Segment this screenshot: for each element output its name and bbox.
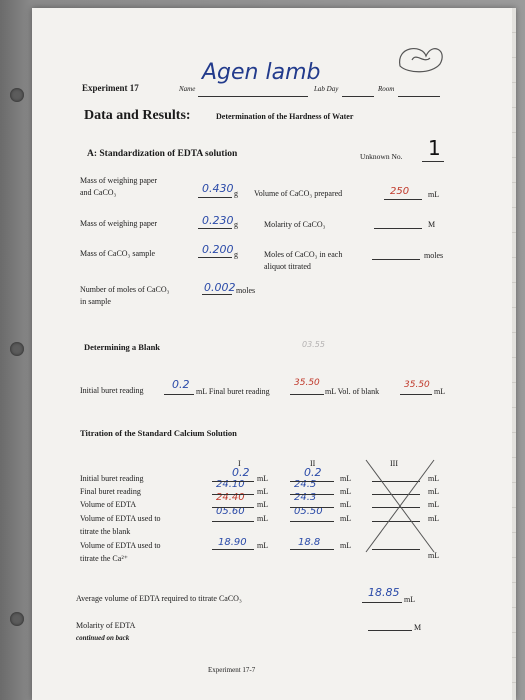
titration-heading: Titration of the Standard Calcium Solution bbox=[80, 428, 237, 438]
value-ii-blank: 05.50 bbox=[294, 506, 323, 517]
mass-paper-label: Mass of weighing paper bbox=[80, 219, 158, 228]
unit-m: M bbox=[428, 220, 436, 229]
unknown-label: Unknown No. bbox=[360, 152, 403, 161]
room-label: Room bbox=[378, 85, 395, 93]
answer-line bbox=[290, 549, 334, 550]
value-i-ca: 18.90 bbox=[218, 537, 247, 548]
mass-caco3-label: Mass of CaCO₃ sample bbox=[80, 249, 156, 258]
unit-ml: mL bbox=[428, 487, 440, 496]
moles-aliquot-label-2: aliquot titrated bbox=[264, 262, 311, 271]
answer-line bbox=[290, 507, 334, 508]
answer-line bbox=[368, 630, 412, 631]
unit-ml: mL bbox=[340, 487, 352, 496]
column-header-1: I bbox=[238, 459, 241, 468]
student-name: Agen lamb bbox=[202, 60, 321, 85]
unit-g: g bbox=[234, 189, 238, 198]
answer-line bbox=[290, 394, 324, 395]
value-i-initial: 0.2 bbox=[232, 466, 250, 479]
blank-heading: Determining a Blank bbox=[84, 342, 161, 352]
answer-line bbox=[290, 481, 334, 482]
answer-line bbox=[164, 394, 194, 395]
row-label-volume: Volume of EDTA bbox=[80, 500, 137, 509]
unit-g: g bbox=[234, 250, 238, 259]
moles-aliquot-label: Moles of CaCO₃ in each bbox=[264, 250, 343, 259]
value-ii-initial: 0.2 bbox=[304, 466, 322, 479]
mass-caco3-value: 0.200 bbox=[202, 243, 234, 256]
answer-line bbox=[290, 494, 334, 495]
unit-ml: mL bbox=[434, 387, 446, 396]
answer-line bbox=[212, 521, 254, 522]
answer-line bbox=[212, 507, 254, 508]
unit-ml: mL bbox=[428, 190, 440, 199]
unit-ml: mL bbox=[257, 514, 269, 523]
unit-ml: mL bbox=[404, 595, 416, 604]
continued-note: continued on back bbox=[76, 634, 130, 642]
page-title: Data and Results: bbox=[84, 108, 191, 123]
unit-ml: mL bbox=[428, 500, 440, 509]
binder-hole bbox=[10, 88, 24, 102]
name-label: Name bbox=[179, 85, 196, 93]
page-edge bbox=[512, 8, 516, 700]
blank-vol-value: 35.50 bbox=[404, 380, 430, 390]
mass-paper-caco3-value: 0.430 bbox=[202, 182, 234, 195]
row-label-final: Final buret reading bbox=[80, 487, 141, 496]
moles-sample-label: Number of moles of CaCO₃ bbox=[80, 285, 170, 294]
blank-final-label: mL Final buret reading bbox=[196, 387, 270, 396]
average-value: 18.85 bbox=[368, 586, 400, 599]
doodle-drawing bbox=[392, 40, 452, 76]
unit-ml: mL bbox=[257, 500, 269, 509]
answer-line bbox=[290, 521, 334, 522]
lab-day-line bbox=[342, 96, 374, 97]
mass-paper-value: 0.230 bbox=[202, 214, 234, 227]
unit-m: M bbox=[414, 623, 422, 632]
unit-ml: mL bbox=[428, 551, 440, 560]
answer-line bbox=[384, 199, 422, 200]
average-label: Average volume of EDTA required to titrate CaCO₃ bbox=[76, 594, 242, 603]
column-iii-cross-out bbox=[362, 456, 438, 556]
moles-sample-value: 0.002 bbox=[204, 281, 236, 294]
value-ii-ca: 18.8 bbox=[298, 537, 321, 548]
answer-line bbox=[362, 602, 402, 603]
answer-line bbox=[212, 549, 254, 550]
value-ii-volume: 24.3 bbox=[294, 492, 317, 503]
volume-caco3-value: 250 bbox=[390, 186, 410, 197]
room-line bbox=[398, 96, 440, 97]
name-line bbox=[198, 96, 308, 97]
mass-paper-caco3-label: Mass of weighing paper bbox=[80, 176, 158, 185]
value-ii-final: 24.5 bbox=[294, 479, 317, 490]
volume-caco3-label: Volume of CaCO₃ prepared bbox=[254, 189, 343, 198]
answer-line bbox=[374, 228, 422, 229]
answer-line bbox=[212, 481, 254, 482]
column-header-3: III bbox=[390, 459, 398, 468]
answer-line bbox=[198, 197, 232, 198]
column-header-2: II bbox=[310, 459, 316, 468]
unit-ml: mL bbox=[340, 514, 352, 523]
row-label-ca-2: titrate the Ca²⁺ bbox=[80, 554, 128, 563]
blank-final-value: 35.50 bbox=[294, 378, 320, 388]
blank-initial-value: 0.2 bbox=[172, 378, 190, 391]
row-label-blank-2: titrate the blank bbox=[80, 527, 131, 536]
unit-ml: mL bbox=[340, 500, 352, 509]
value-i-blank: 05.60 bbox=[216, 506, 245, 517]
moles-sample-label-2: in sample bbox=[80, 297, 111, 306]
answer-line bbox=[198, 228, 232, 229]
lab-day-label: Lab Day bbox=[314, 85, 339, 93]
worksheet-page bbox=[32, 8, 516, 700]
unit-moles: moles bbox=[424, 251, 444, 260]
page-subtitle: Determination of the Hardness of Water bbox=[216, 112, 354, 121]
answer-line bbox=[202, 294, 232, 295]
unit-ml: mL bbox=[257, 541, 269, 550]
unit-ml: mL bbox=[340, 541, 352, 550]
faint-scribble: 03.55 bbox=[302, 340, 325, 349]
row-label-ca: Volume of EDTA used to bbox=[80, 541, 161, 550]
section-a-heading: A: Standardization of EDTA solution bbox=[87, 149, 238, 159]
value-i-volume: 24.40 bbox=[216, 492, 245, 503]
row-label-blank: Volume of EDTA used to bbox=[80, 514, 161, 523]
blank-vol-label: mL Vol. of blank bbox=[325, 387, 380, 396]
unit-ml: mL bbox=[257, 474, 269, 483]
binder-hole bbox=[10, 342, 24, 356]
row-label-initial: Initial buret reading bbox=[80, 474, 144, 483]
blank-initial-label: Initial buret reading bbox=[80, 386, 144, 395]
unit-ml: mL bbox=[428, 514, 440, 523]
experiment-number: Experiment 17 bbox=[82, 83, 139, 93]
binder-hole bbox=[10, 612, 24, 626]
unit-moles: moles bbox=[236, 286, 256, 295]
unit-ml: mL bbox=[257, 487, 269, 496]
molarity-edta-label: Molarity of EDTA bbox=[76, 621, 136, 630]
answer-line bbox=[400, 394, 432, 395]
value-i-final: 24.10 bbox=[216, 479, 245, 490]
unknown-value: 1 bbox=[428, 136, 441, 160]
molarity-caco3-label: Molarity of CaCO₃ bbox=[264, 220, 326, 229]
unit-ml: mL bbox=[340, 474, 352, 483]
unit-ml: mL bbox=[428, 474, 440, 483]
unit-g: g bbox=[234, 220, 238, 229]
answer-line bbox=[198, 257, 232, 258]
page-footer: Experiment 17-7 bbox=[208, 666, 256, 674]
mass-paper-caco3-label-2: and CaCO₃ bbox=[80, 188, 117, 197]
answer-line bbox=[372, 259, 420, 260]
answer-line bbox=[212, 494, 254, 495]
unknown-line bbox=[422, 161, 444, 162]
